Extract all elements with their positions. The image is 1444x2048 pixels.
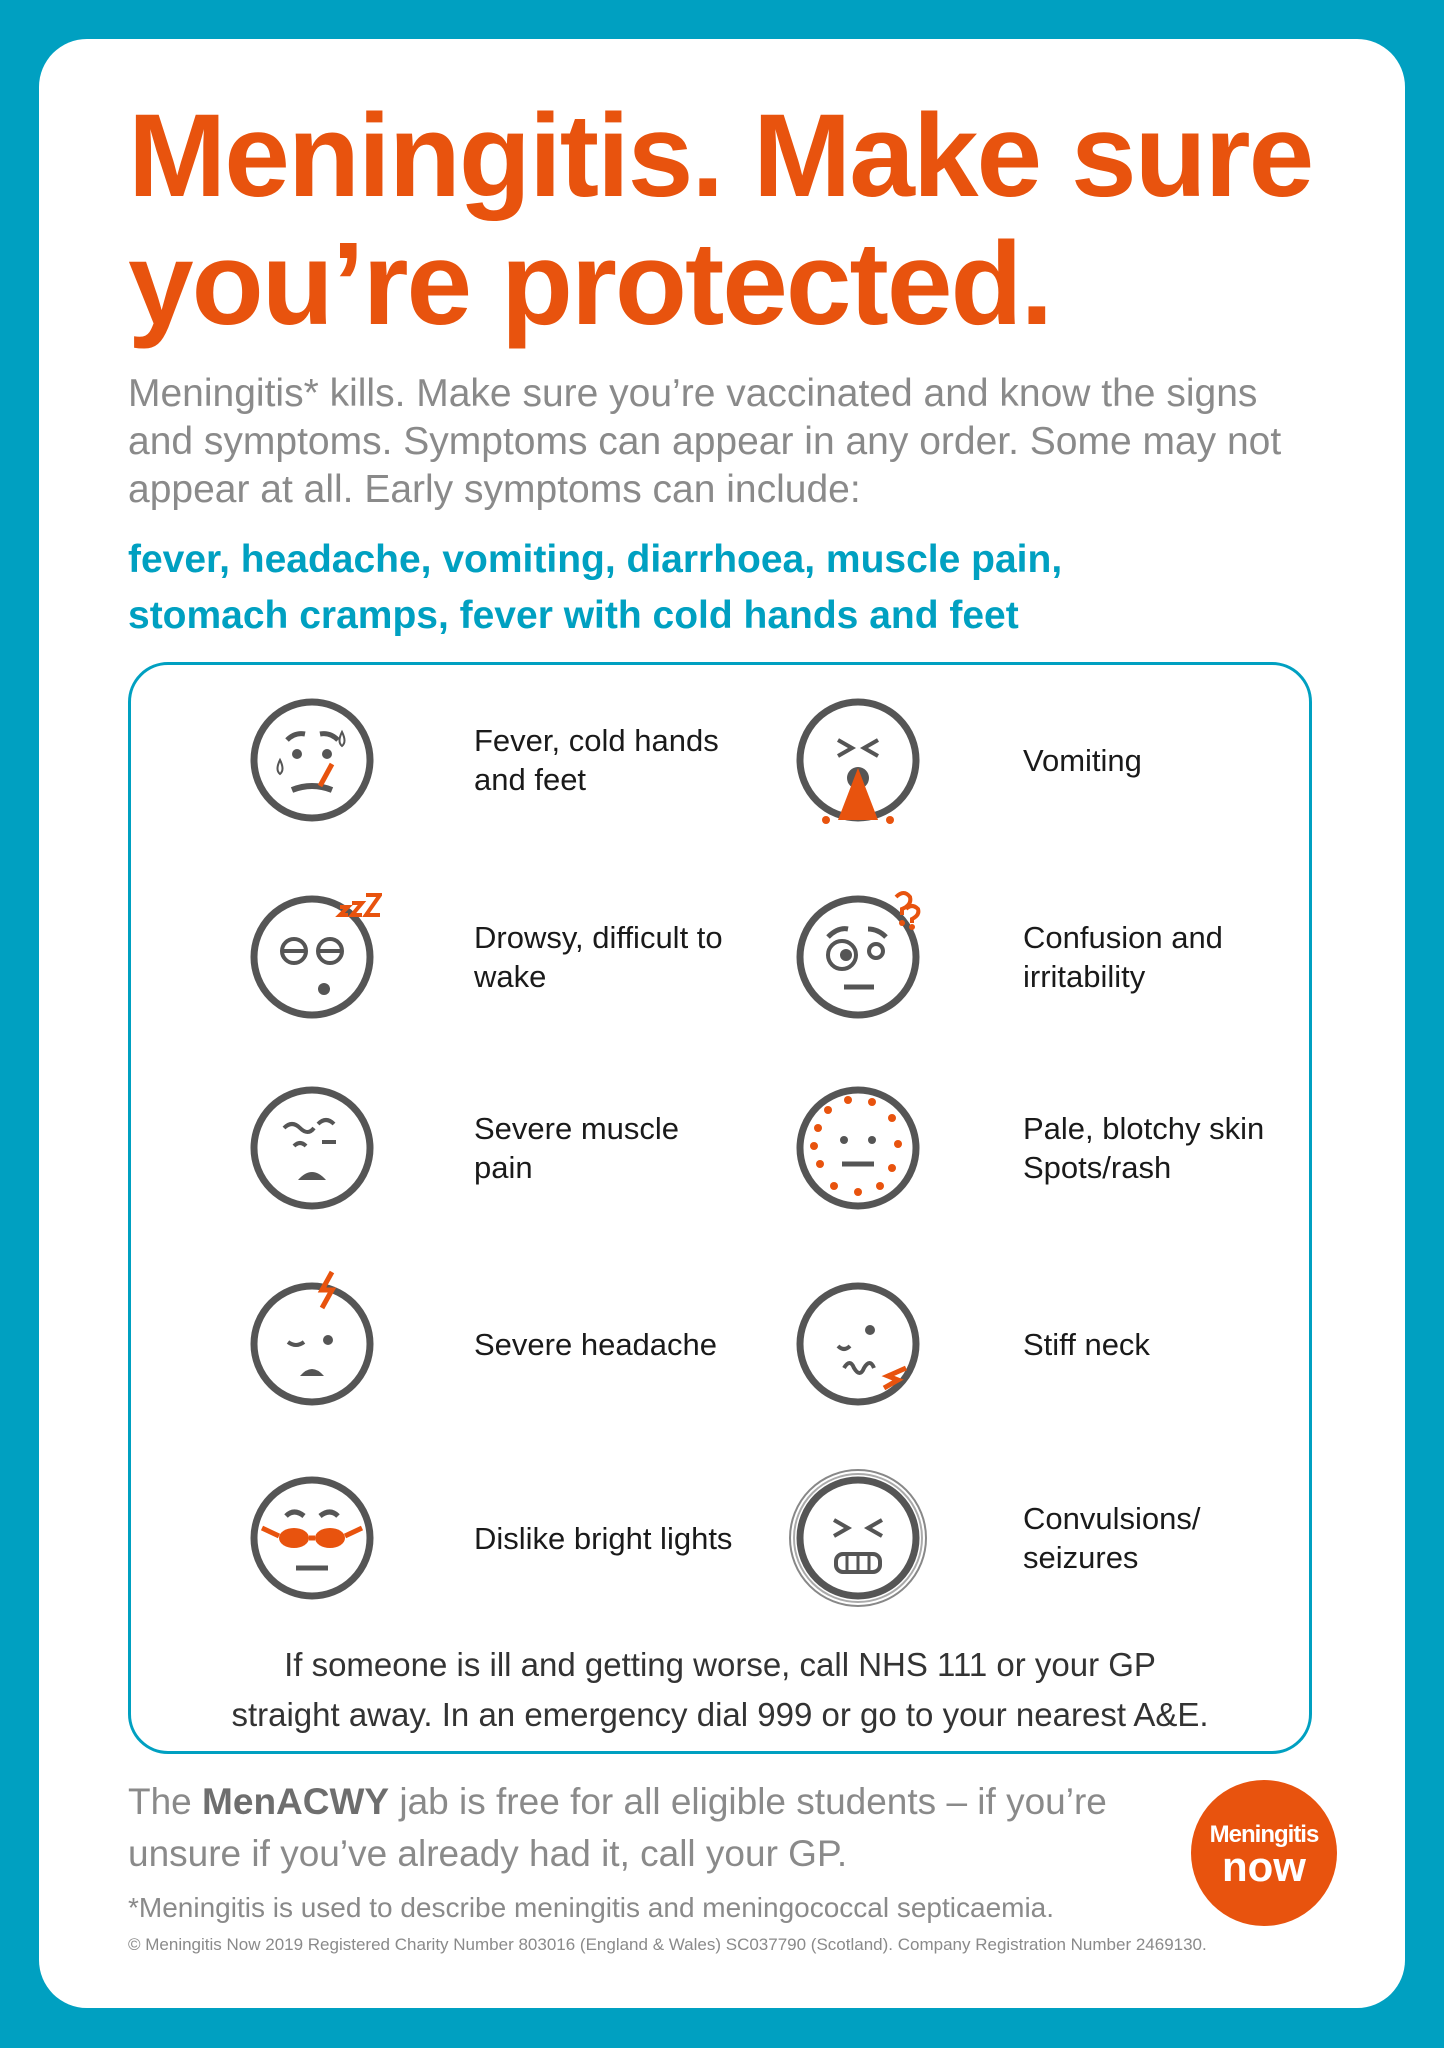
bottom-section [128,1776,1319,1956]
symptom-label-wrap [1023,680,1323,840]
jab-info [128,1776,1108,1880]
symptom-label: Stiff neck [1023,1326,1150,1362]
early-symptoms [128,532,1312,644]
call-line-1: If someone is ill and getting worse, call NHS 111 or your GP [284,1646,1156,1683]
symptom-label: Dislike bright lights [474,1520,733,1556]
confused-face-icon [788,877,928,1037]
symptoms-box [128,662,1312,1754]
symptom-label: Pale, blotchy skin Spots/rash [1023,1111,1265,1185]
symptom-label: Convulsions/ seizures [1023,1501,1201,1575]
meningitis-now-logo [1191,1780,1337,1926]
logo-line-2: now [1222,1843,1306,1890]
symptom-label: Drowsy, difficult to wake [474,920,723,994]
symptom-label-wrap [1023,1068,1323,1228]
sunglasses-face-icon [242,1458,382,1618]
drowsy-face-icon [242,877,382,1037]
seizure-face-icon [788,1458,928,1618]
jab-vaccine-name: MenACWY [202,1781,390,1822]
title-line-1: Meningitis. Make sure [128,90,1313,222]
pain-face-icon [242,1068,382,1228]
copyright: © Meningitis Now 2019 Registered Charity Number 803016 (England & Wales) SC037790 (Scotland). Company Registration Number 2469130. [128,1935,1207,1954]
page-title [128,92,1312,348]
symptom-label-wrap [474,1264,774,1424]
symptom-label-wrap [1023,1458,1323,1618]
poster-content [128,90,1319,1956]
jab-pre: The [128,1781,203,1822]
symptom-label: Severe headache [474,1326,718,1362]
symptom-label: Vomiting [1023,742,1142,778]
symptom-label: Severe muscle pain [474,1111,680,1185]
fever-face-icon [242,680,382,840]
footnote: *Meningitis is used to describe meningitis and meningococcal septicaemia. [128,1892,1055,1923]
logo-line-1: Meningitis [1209,1821,1319,1848]
title-line-2: you’re protected. [128,218,1052,350]
symptom-label: Fever, cold hands and feet [474,723,719,797]
early-line-2: stomach cramps, fever with cold hands and feet [128,594,1019,637]
early-line-1: fever, headache, vomiting, diarrhoea, muscle pain, [128,538,1063,581]
vomiting-face-icon [788,680,928,840]
symptom-label-wrap [1023,1264,1323,1424]
headache-face-icon [242,1264,382,1424]
intro-text: Meningitis* kills. Make sure you’re vaccinated and know the signs and symptoms. Symptoms can appear in any order. Some may not appear at all. Early symptoms can include: [128,372,1282,511]
symptom-label-wrap [474,1458,774,1618]
symptom-label: Confusion and irritability [1023,920,1223,994]
symptom-label-wrap [474,877,774,1037]
call-advice [131,1640,1309,1740]
call-line-2: straight away. In an emergency dial 999 or go to your nearest A&E. [231,1696,1209,1733]
symptom-label-wrap [1023,877,1323,1037]
symptom-label-wrap [474,680,774,840]
stiff-neck-face-icon [788,1264,928,1424]
symptom-label-wrap [474,1068,774,1228]
jab-post: jab is free for all eligible students – if you’re unsure if you’ve already had it, call your GP. [128,1781,1107,1874]
rash-face-icon [788,1068,928,1228]
